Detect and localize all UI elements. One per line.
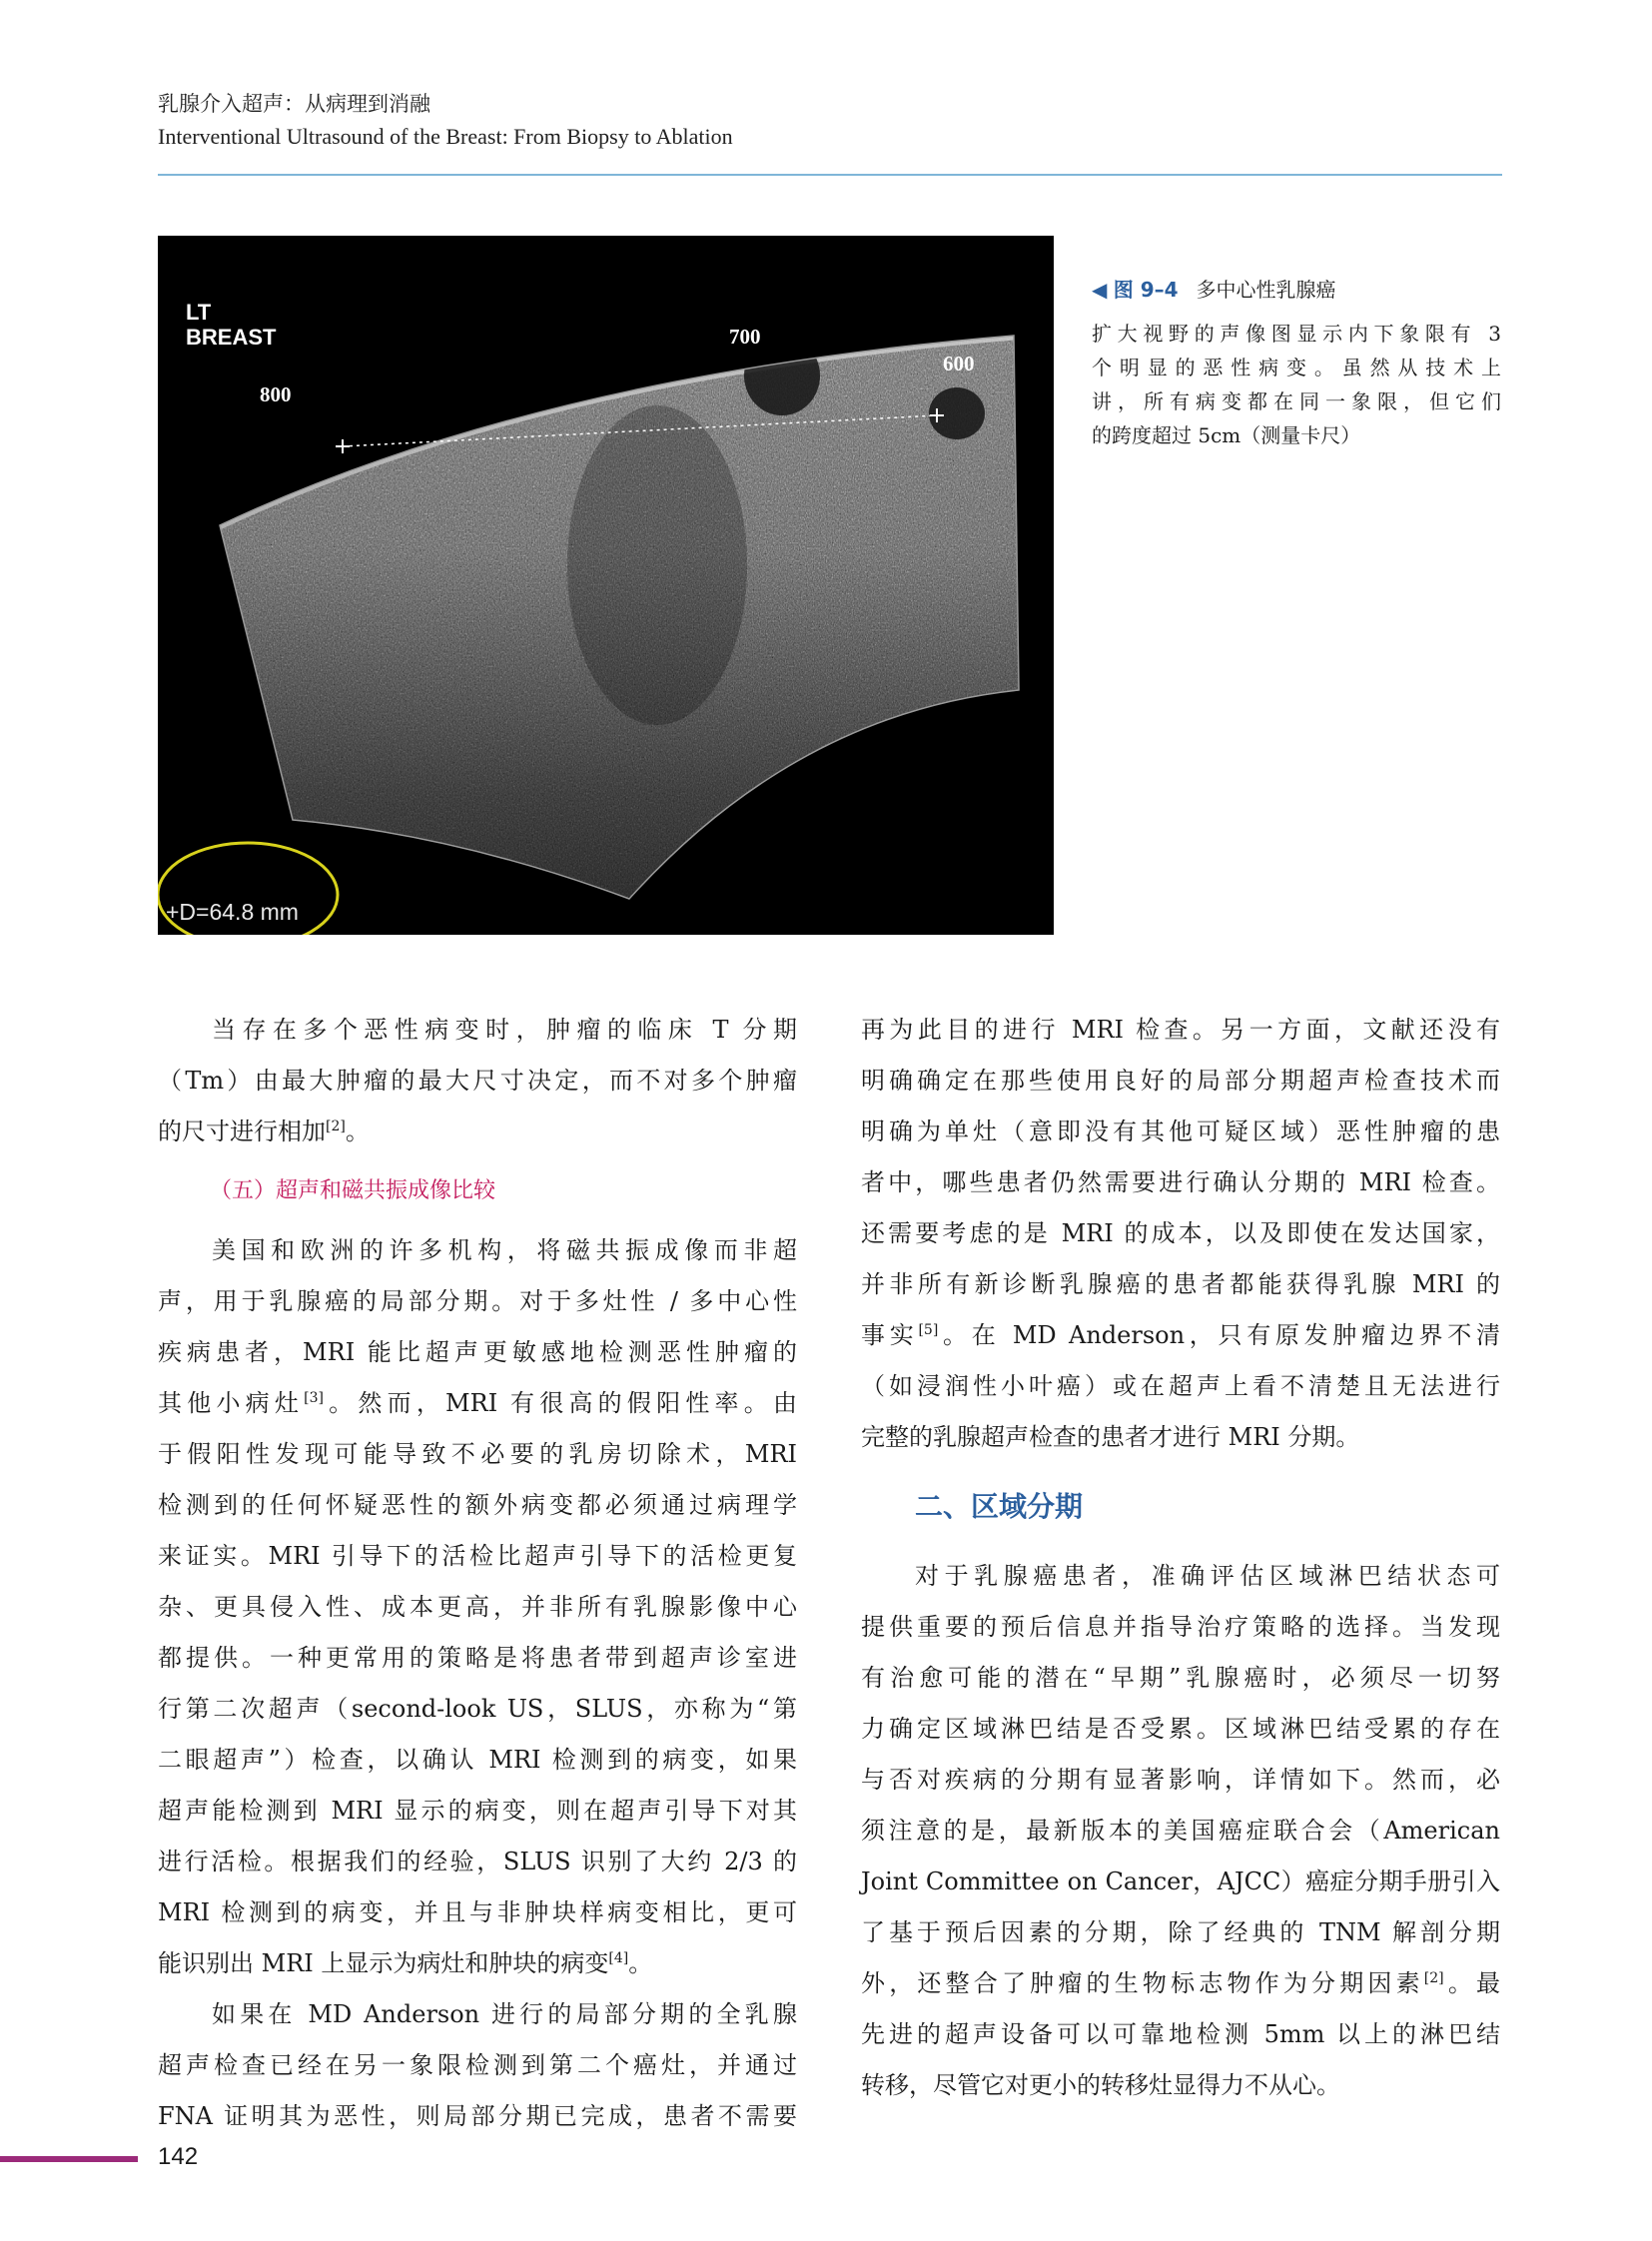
figure-caption [1092, 274, 1501, 452]
body-line: 超声能检测到 MRI 显示的病变，则在超声引导下对其 [158, 1797, 797, 1825]
text-span: 。最 [1443, 1969, 1501, 1997]
side-label: LT [186, 300, 212, 325]
text-span: 能识别出 MRI 上显示为病灶和肿块的病变 [158, 1949, 609, 1977]
subheading: （五）超声和磁共振成像比较 [210, 1178, 496, 1203]
caption-line: 的跨度超过 5cm（测量卡尺） [1092, 423, 1361, 447]
text-span: 外，还整合了肿瘤的生物标志物作为分期因素 [861, 1969, 1424, 1997]
header-divider [158, 174, 1502, 176]
figure-number: 图 9–4 [1113, 278, 1179, 302]
body-line: 疾病患者，MRI 能比超声更敏感地检测恶性肿瘤的 [158, 1338, 797, 1366]
body-line: 进行活检。根据我们的经验，SLUS 识别了大约 2/3 的 [158, 1848, 797, 1875]
citation: [4] [608, 1950, 629, 1966]
citation: [3] [304, 1390, 324, 1406]
citation: [2] [1423, 1970, 1444, 1986]
body-line: 了基于预后因素的分期，除了经典的 TNM 解剖分期 [861, 1918, 1500, 1946]
body-line: 须注意的是，最新版本的美国癌症联合会（American [861, 1817, 1500, 1845]
caption-line: 讲，所有病变都在同一象限，但它们 [1092, 389, 1501, 413]
position-label-700: 700 [729, 325, 761, 349]
text-span: 。然而，MRI 有很高的假阳性率。由 [323, 1389, 797, 1417]
body-line: 明确确定在那些使用良好的局部分期超声检查技术而 [861, 1067, 1500, 1095]
text-span: 的尺寸进行相加 [158, 1118, 326, 1145]
body-line: 于假阳性发现可能导致不必要的乳房切除术，MRI [158, 1440, 797, 1468]
body-line: 力确定区域淋巴结是否受累。区域淋巴结受累的存在 [861, 1715, 1500, 1743]
body-line: 超声检查已经在另一象限检测到第二个癌灶，并通过 [158, 2051, 797, 2079]
body-line: 者中，哪些患者仍然需要进行确认分期的 MRI 检查。 [861, 1168, 1500, 1196]
body-line: 都提供。一种更常用的策略是将患者带到超声诊室进 [158, 1644, 797, 1672]
body-line: 杂、更具侵入性、成本更高，并非所有乳腺影像中心 [158, 1593, 797, 1621]
page-number: 142 [158, 2143, 199, 2170]
body-line: （Tm）由最大肿瘤的最大尺寸决定，而不对多个肿瘤 [158, 1067, 797, 1095]
body-line: 有治愈可能的潜在“早期”乳腺癌时，必须尽一切努 [861, 1664, 1500, 1692]
body-line: MRI 检测到的病变，并且与非肿块样病变相比，更可 [158, 1898, 797, 1926]
position-label-600: 600 [943, 352, 975, 375]
footer-accent-bar [0, 2156, 138, 2162]
body-line: 转移，尽管它对更小的转移灶显得力不从心。 [861, 2071, 1340, 2099]
caption-title-text: 多中心性乳腺癌 [1196, 278, 1336, 302]
body-line: 二眼超声”）检查，以确认 MRI 检测到的病变，如果 [158, 1746, 797, 1774]
right-column [861, 1005, 1500, 2111]
citation: [2] [326, 1119, 346, 1134]
body-line: 与否对疾病的分期有显著影响，详情如下。然而，必 [861, 1766, 1500, 1794]
body-line: 再为此目的进行 MRI 检查。另一方面，文献还没有 [861, 1016, 1500, 1044]
body-line: 明确为单灶（意即没有其他可疑区域）恶性肿瘤的患 [861, 1118, 1500, 1145]
running-header-chinese: 乳腺介入超声：从病理到消融 [158, 92, 430, 116]
body-line: 还需要考虑的是 MRI 的成本，以及即使在发达国家， [861, 1219, 1500, 1247]
ultrasound-image [158, 236, 1054, 935]
section-heading: 二、区域分期 [915, 1490, 1084, 1523]
text-span: 。 [345, 1118, 370, 1145]
ultrasound-figure [158, 236, 1054, 935]
caption-line: 个明显的恶性病变。虽然从技术上 [1092, 356, 1501, 379]
body-line: 先进的超声设备可以可靠地检测 5mm 以上的淋巴结 [861, 2020, 1500, 2048]
body-line: 并非所有新诊断乳腺癌的患者都能获得乳腺 MRI 的 [861, 1270, 1500, 1298]
body-line: 声，用于乳腺癌的局部分期。对于多灶性 / 多中心性 [158, 1287, 797, 1315]
body-line: 检测到的任何怀疑恶性的额外病变都必须通过病理学 [158, 1491, 797, 1519]
text-span: 。在 MD Anderson，只有原发肿瘤边界不清 [938, 1321, 1501, 1349]
running-header-english: Interventional Ultrasound of the Breast: From Biopsy to Ablation [158, 124, 733, 149]
body-line: 来证实。MRI 引导下的活检比超声引导下的活检更复 [158, 1542, 797, 1570]
body-line: 如果在 MD Anderson 进行的局部分期的全乳腺 [212, 2000, 797, 2028]
body-line: 行第二次超声（second-look US，SLUS，亦称为“第 [158, 1695, 797, 1723]
caption-arrow-icon: ◀ [1092, 278, 1114, 302]
text-span: 。 [628, 1949, 653, 1977]
body-line: 完整的乳腺超声检查的患者才进行 MRI 分期。 [861, 1423, 1360, 1451]
distance-measurement: +D=64.8 mm [166, 899, 299, 925]
body-line [158, 1107, 797, 1157]
text-span: 其他小病灶 [158, 1389, 305, 1417]
body-line: 对于乳腺癌患者，准确评估区域淋巴结状态可 [915, 1562, 1500, 1590]
body-line: FNA 证明其为恶性，则局部分期已完成，患者不需要 [158, 2102, 797, 2130]
body-line: Joint Committee on Cancer，AJCC）癌症分期手册引入 [861, 1868, 1500, 1895]
citation: [5] [918, 1322, 939, 1338]
body-line [158, 1378, 797, 1429]
caption-line: 扩大视野的声像图显示内下象限有 3 [1092, 322, 1501, 346]
body-line: （如浸润性小叶癌）或在超声上看不清楚且无法进行 [861, 1372, 1500, 1400]
left-column [158, 1005, 797, 2142]
body-line [861, 1958, 1500, 2009]
body-line: 美国和欧洲的许多机构，将磁共振成像而非超 [212, 1236, 797, 1264]
body-line: 当存在多个恶性病变时，肿瘤的临床 T 分期 [212, 1016, 797, 1044]
caption-title [1092, 274, 1501, 303]
body-line: 提供重要的预后信息并指导治疗策略的选择。当发现 [861, 1613, 1500, 1641]
body-line [158, 1938, 797, 1989]
body-line [861, 1310, 1500, 1361]
organ-label: BREAST [186, 325, 277, 350]
text-span: 事实 [861, 1321, 919, 1349]
position-label-800: 800 [260, 382, 292, 406]
